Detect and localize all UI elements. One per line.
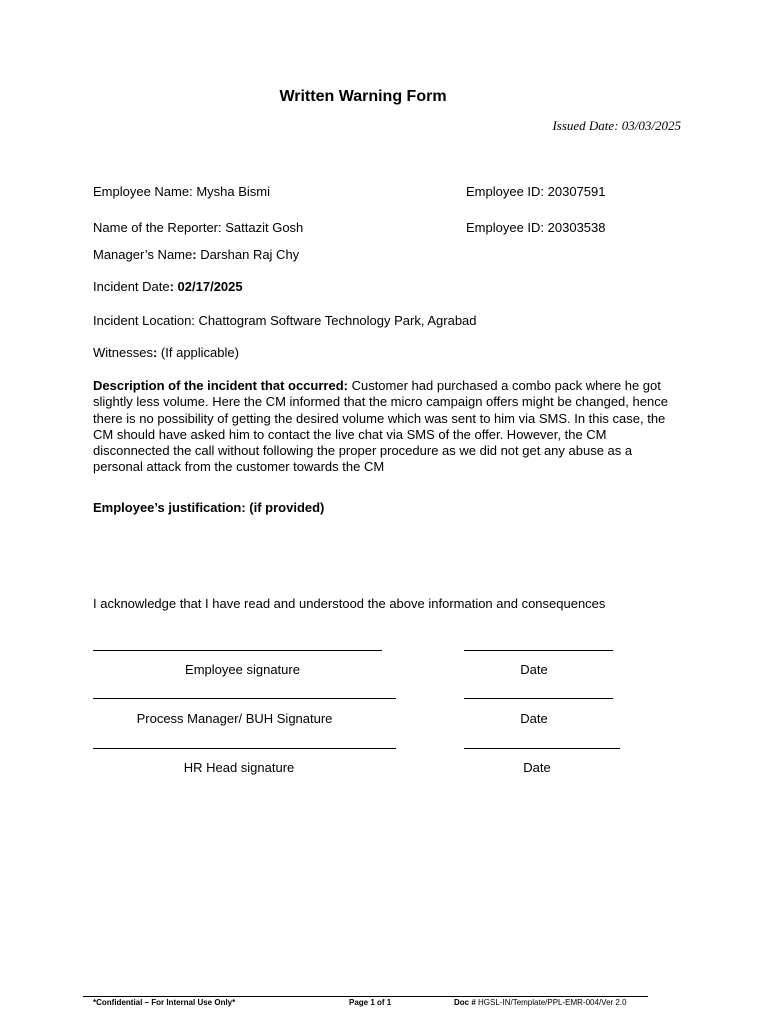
manager-signature-line — [93, 698, 396, 699]
reporter-field — [93, 220, 303, 235]
employee-name-field — [93, 184, 270, 199]
reporter-value: Sattazit Gosh — [225, 220, 304, 235]
witnesses-colon: : — [152, 345, 158, 360]
footer-page-number: Page 1 of 1 — [349, 998, 392, 1007]
hr-date-label: Date — [523, 760, 551, 775]
manager-field — [93, 247, 299, 262]
employee-id-field — [466, 184, 606, 199]
justification-heading: Employee’s justification: (if provided) — [93, 500, 325, 515]
hr-signature-label: HR Head signature — [183, 760, 295, 775]
incident-date-label: Incident Date — [93, 279, 170, 294]
employee-date-label: Date — [520, 662, 548, 677]
footer-doc-label: Doc # — [454, 998, 479, 1007]
employee-signature-line — [93, 650, 382, 651]
incident-description — [93, 378, 678, 476]
incident-location-label: Incident Location: — [93, 313, 199, 328]
incident-date-value: : 02/17/2025 — [169, 279, 243, 294]
manager-date-line — [464, 698, 613, 699]
description-text: Customer had purchased a combo pack where he got slightly less volume. Here the CM informed that the micro campaign offers might be changed, hence there is no possibility of getting the desired volume which was sent to him via SMS. In this case, the CM should have asked him to contact the live chat via SMS of the offer. However, the CM disconnected the call without following the proper procedure as we did not get any abuse as a personal attack from the customer towards the CM — [93, 378, 668, 475]
reporter-id-value: 20303538 — [547, 220, 606, 235]
hr-signature-line — [93, 748, 396, 749]
footer-rule — [83, 996, 648, 997]
reporter-id-field — [466, 220, 606, 235]
description-label: Description of the incident that occurred: — [93, 378, 348, 393]
employee-id-label: Employee ID: — [466, 184, 548, 199]
justification-label — [93, 500, 324, 515]
reporter-id-label: Employee ID: — [466, 220, 548, 235]
incident-location-field — [93, 313, 477, 328]
footer-doc-value: HGSL-IN/Template/PPL-EMR-004/Ver 2.0 — [478, 998, 627, 1007]
issued-date: Issued Date: 03/03/2025 — [552, 118, 681, 133]
employee-name-label: Employee Name: — [93, 184, 197, 199]
form-title: Written Warning Form — [279, 88, 447, 105]
manager-signature-label: Process Manager/ BUH Signature — [136, 711, 333, 726]
manager-colon: : — [192, 247, 197, 262]
footer-doc-number — [454, 998, 627, 1007]
reporter-label: Name of the Reporter: — [93, 220, 226, 235]
witnesses-label: Witnesses — [93, 345, 153, 360]
employee-signature-label: Employee signature — [185, 662, 300, 677]
employee-name-value: Mysha Bismi — [196, 184, 271, 199]
witnesses-field — [93, 345, 239, 360]
witnesses-value: (If applicable) — [157, 345, 239, 360]
employee-id-value: 20307591 — [547, 184, 606, 199]
footer-confidential: *Confidential – For Internal Use Only* — [93, 998, 236, 1007]
manager-date-label: Date — [520, 711, 548, 726]
incident-date-field — [93, 279, 243, 294]
employee-date-line — [464, 650, 613, 651]
incident-location-value: Chattogram Software Technology Park, Agrabad — [198, 313, 477, 328]
manager-label: Manager’s Name — [93, 247, 193, 262]
manager-value: Darshan Raj Chy — [196, 247, 300, 262]
acknowledgement-text: I acknowledge that I have read and understood the above information and consequences — [93, 596, 606, 611]
hr-date-line — [464, 748, 620, 749]
